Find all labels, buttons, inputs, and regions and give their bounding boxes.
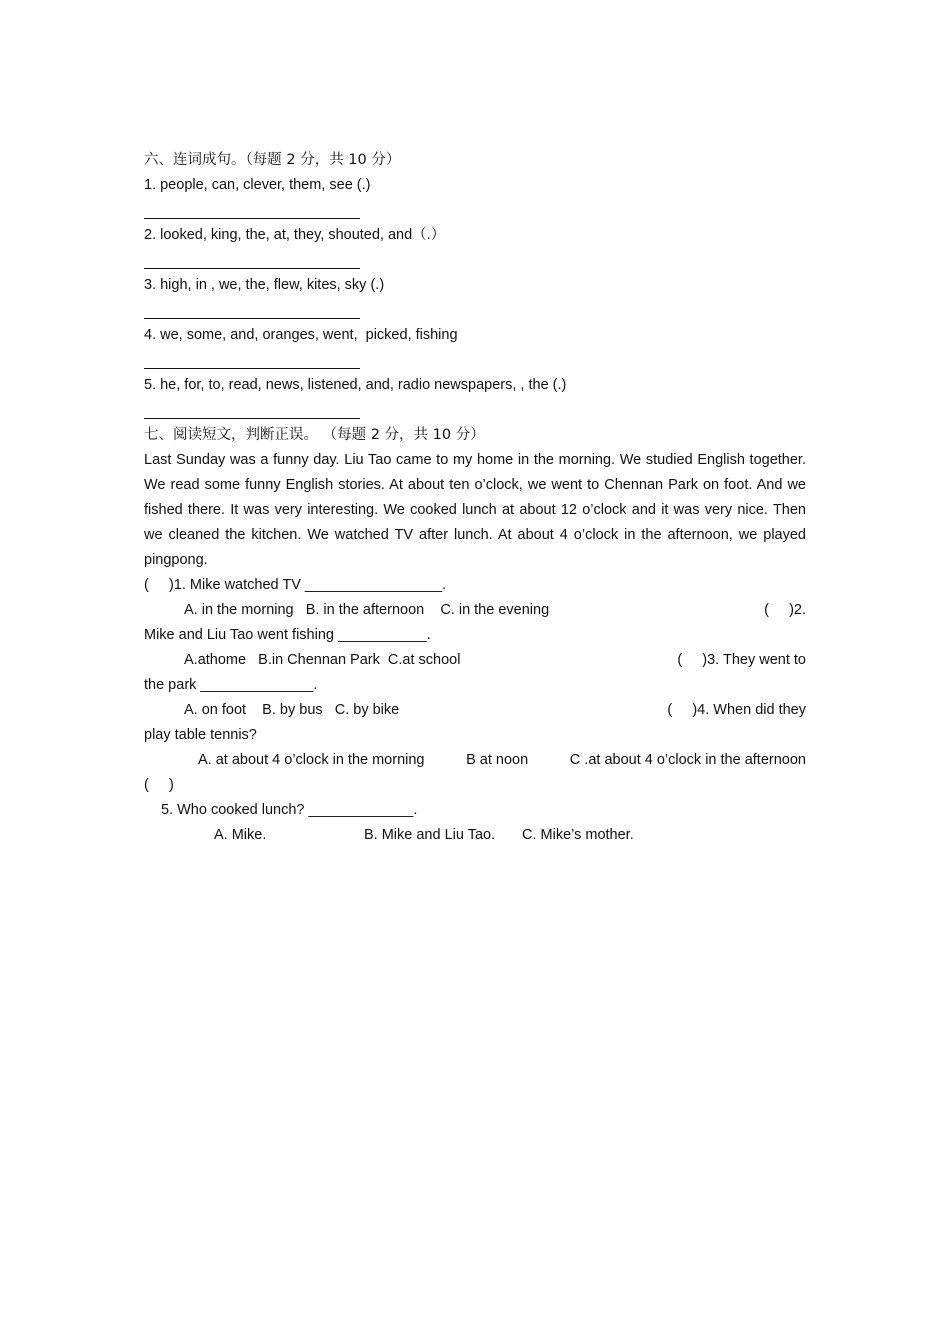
question-4-option-b: B at noon xyxy=(466,752,529,768)
question-5-paren: ( ) xyxy=(144,777,174,793)
question-3-options-row xyxy=(144,698,806,723)
question-2-options: A.athome B.in Chennan Park C.at school xyxy=(184,652,461,668)
question-4-option-c: C .at about 4 o’clock in the afternoon xyxy=(569,752,806,768)
question-3-stem: the park ______________. xyxy=(144,677,318,693)
question-4-start: ( )4. When did they xyxy=(667,702,806,718)
sentence-item-3: 3. high, in , we, the, flew, kites, sky (.) xyxy=(144,277,385,293)
answer-line-4 xyxy=(144,348,806,373)
answer-line-5 xyxy=(144,398,806,423)
question-5-option-c: C. Mike’s mother. xyxy=(522,827,634,843)
question-5-option-a: A. Mike. xyxy=(214,827,267,843)
question-1-stem: ( )1. Mike watched TV _________________. xyxy=(144,577,447,593)
sentence-item-4: 4. we, some, and, oranges, went, picked, fishing xyxy=(144,327,458,343)
question-4-stem: play table tennis? xyxy=(144,727,257,743)
answer-line-2 xyxy=(144,248,806,273)
question-4-options-row xyxy=(144,748,806,773)
question-1-options-row xyxy=(144,598,806,623)
question-5-options-row xyxy=(144,823,806,848)
question-3-start: ( )3. They went to xyxy=(677,652,806,668)
answer-line-3 xyxy=(144,298,806,323)
question-2-options-row xyxy=(144,648,806,673)
question-2-start: ( )2. xyxy=(764,602,806,618)
question-5-option-b: B. Mike and Liu Tao. xyxy=(364,827,496,843)
worksheet-page xyxy=(144,148,806,848)
question-4-option-a: A. at about 4 o’clock in the morning xyxy=(198,752,425,768)
sentence-item-1: 1. people, can, clever, them, see (.) xyxy=(144,177,371,193)
question-5-stem: 5. Who cooked lunch? _____________. xyxy=(161,802,418,818)
answer-line-1 xyxy=(144,198,806,223)
section-6-title: 六、连词成句。（每题 2 分，共 10 分） xyxy=(144,152,401,168)
question-3-options: A. on foot B. by bus C. by bike xyxy=(184,702,400,718)
question-2-stem: Mike and Liu Tao went fishing ___________. xyxy=(144,627,431,643)
question-1-options: A. in the morning B. in the afternoon C. in the evening xyxy=(184,602,550,618)
section-7-title: 七、阅读短文，判断正误。 （每题 2 分，共 10 分） xyxy=(144,427,485,443)
sentence-item-2: 2. looked, king, the, at, they, shouted, and（.） xyxy=(144,227,446,243)
reading-passage: Last Sunday was a funny day. Liu Tao came to my home in the morning. We studied English together. We read some funny English stories. At about ten o’clock, we went to Chennan Park on foot. And we fished there. It was very interesting. We cooked lunch at about 12 o’clock and it was very nice. Then we cleaned the kitchen. We watched TV after lunch. At about 4 o’clock in the afternoon, we played pingpong. xyxy=(144,452,806,568)
sentence-item-5: 5. he, for, to, read, news, listened, and, radio newspapers, , the (.) xyxy=(144,377,567,393)
